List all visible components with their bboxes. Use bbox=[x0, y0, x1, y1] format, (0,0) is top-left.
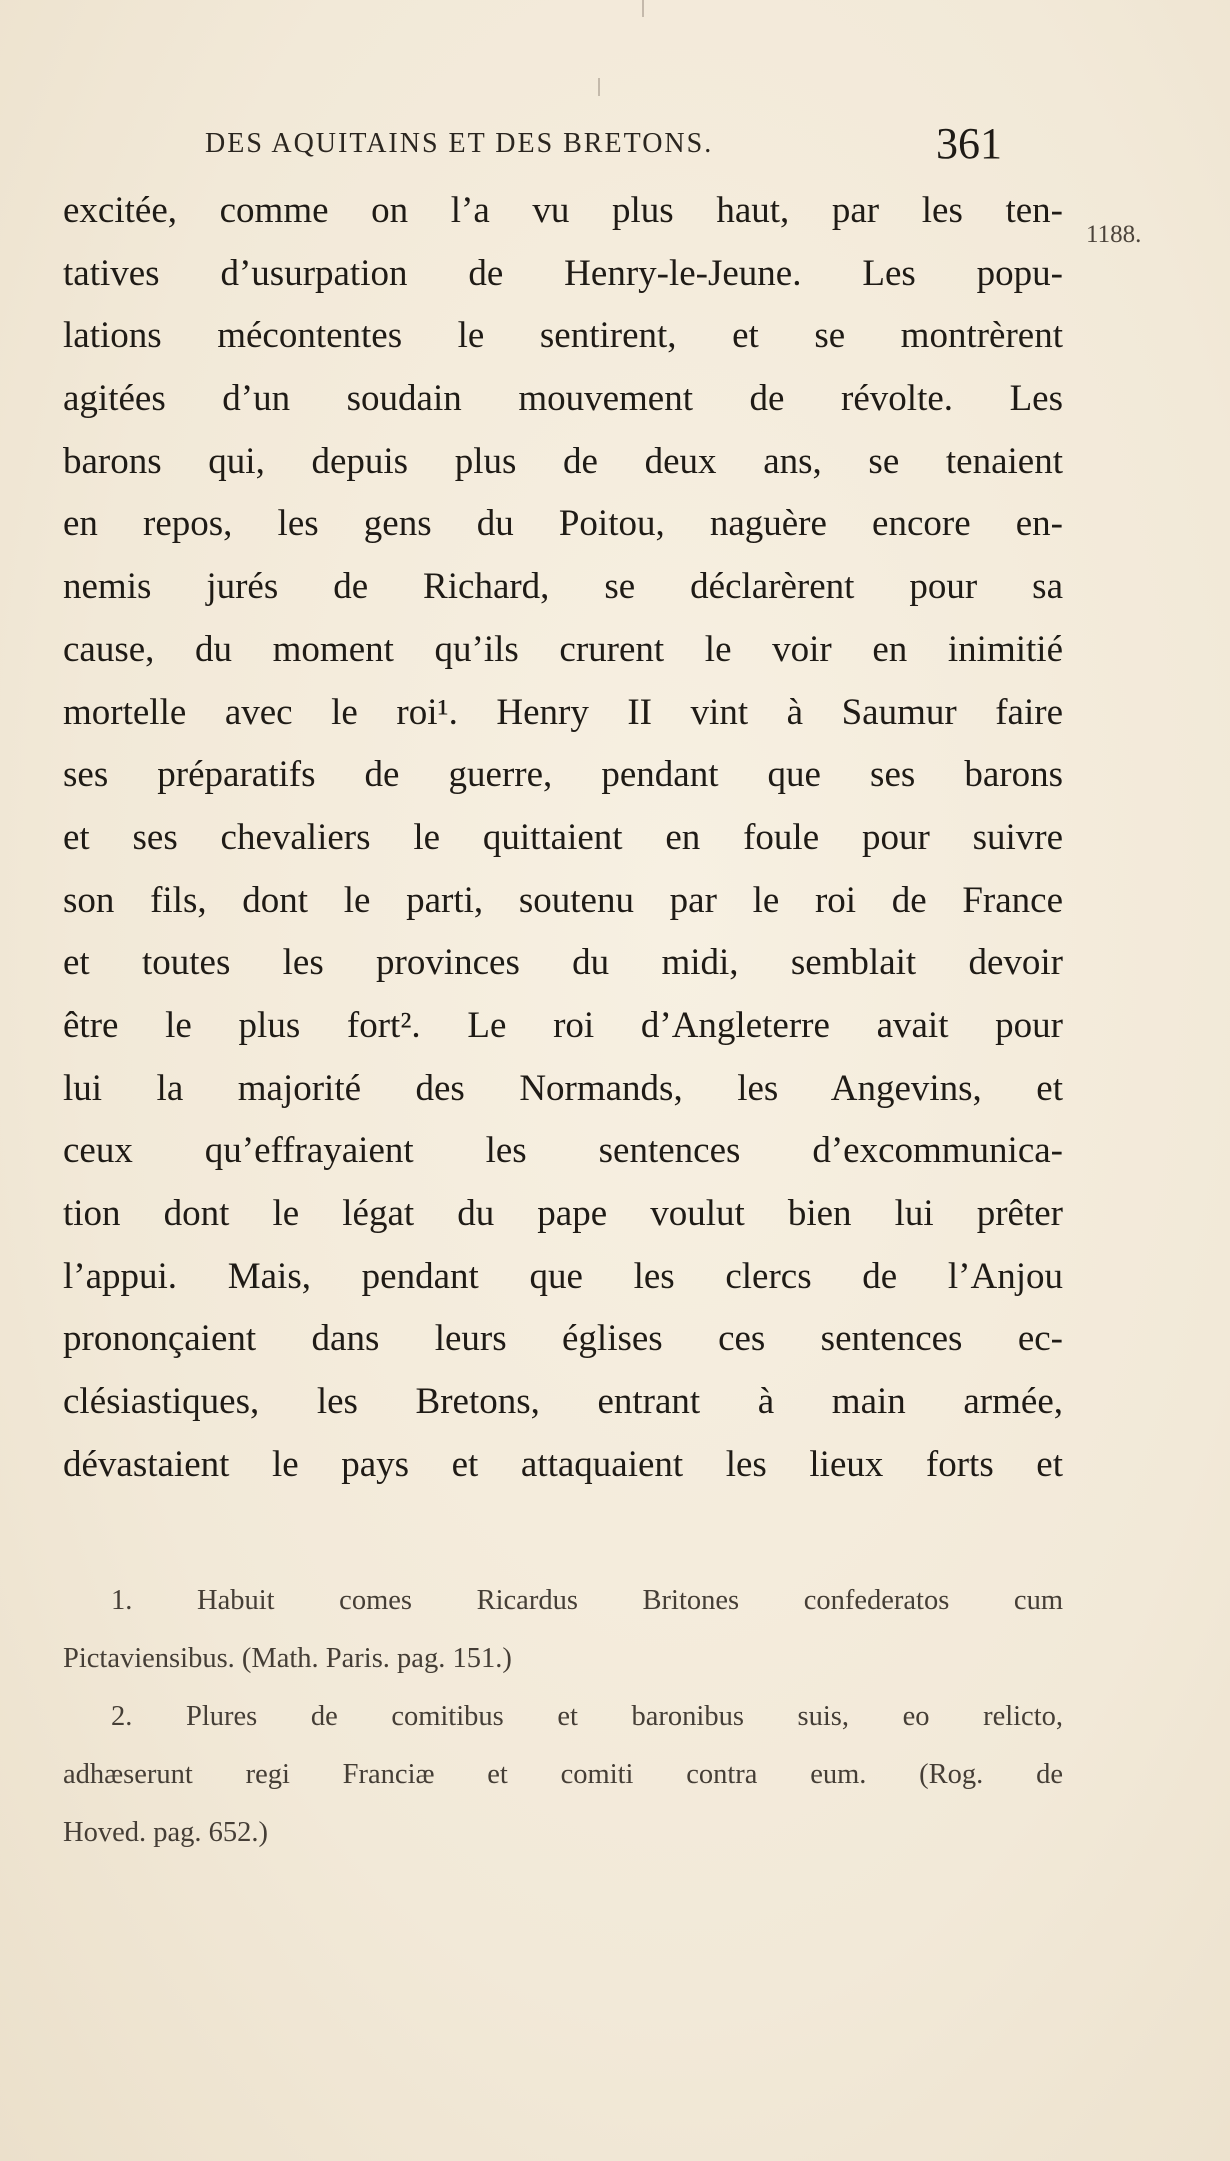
text-line: nemis jurés de Richard, se déclarèrent pour sa bbox=[63, 566, 1063, 608]
second-margin-mark bbox=[598, 78, 600, 96]
page-number: 361 bbox=[936, 119, 1002, 168]
text-line: ses préparatifs de guerre, pendant que ses barons bbox=[63, 754, 1063, 796]
main-text-block bbox=[63, 180, 1063, 1496]
text-line: clésiastiques, les Bretons, entrant à main armée, bbox=[63, 1381, 1063, 1423]
text-line: en repos, les gens du Poitou, naguère encore en- bbox=[63, 503, 1063, 545]
text-line: agitées d’un soudain mouvement de révolte. Les bbox=[63, 378, 1063, 420]
text-line: être le plus fort². Le roi d’Angleterre avait pour bbox=[63, 1004, 1063, 1046]
text-line: l’appui. Mais, pendant que les clercs de l’Anjou bbox=[63, 1255, 1063, 1297]
text-line: excitée, comme on l’a vu plus haut, par les ten- bbox=[63, 190, 1063, 231]
running-head: DES AQUITAINS ET DES BRETONS. bbox=[205, 128, 714, 159]
text-line: tion dont le légat du pape voulut bien lui prêter bbox=[63, 1193, 1063, 1234]
footnote-line: 2. Plures de comitibus et baronibus suis, eo relicto, bbox=[111, 1701, 1063, 1732]
footnote-line: adhæserunt regi Franciæ et comiti contra eum. (Rog. de bbox=[63, 1759, 1063, 1790]
text-line: dévastaient le pays et attaquaient les lieux forts et bbox=[63, 1443, 1063, 1485]
text-line: lui la majorité des Normands, les Angevins, et bbox=[63, 1067, 1063, 1109]
text-line: prononçaient dans leurs églises ces sentences ec- bbox=[63, 1318, 1063, 1360]
footnote-line: 1. Habuit comes Ricardus Britones confederatos cum bbox=[111, 1585, 1063, 1616]
footnote-line: Hoved. pag. 652.) bbox=[63, 1817, 268, 1848]
footnote-line: Pictaviensibus. (Math. Paris. pag. 151.) bbox=[63, 1643, 512, 1674]
text-line: tatives d’usurpation de Henry-le-Jeune. Les popu- bbox=[63, 252, 1063, 294]
text-line: cause, du moment qu’ils crurent le voir en inimitié bbox=[63, 628, 1063, 670]
text-line: mortelle avec le roi¹. Henry II vint à Saumur faire bbox=[63, 691, 1063, 733]
text-line: et toutes les provinces du midi, semblait devoir bbox=[63, 942, 1063, 984]
footnotes bbox=[63, 1572, 1063, 1862]
text-line: ceux qu’effrayaient les sentences d’excommunica- bbox=[63, 1130, 1063, 1172]
text-line: son fils, dont le parti, soutenu par le roi de France bbox=[63, 879, 1063, 921]
top-margin-mark bbox=[642, 0, 644, 17]
text-line: barons qui, depuis plus de deux ans, se tenaient bbox=[63, 440, 1063, 482]
text-line: et ses chevaliers le quittaient en foule pour suivre bbox=[63, 816, 1063, 858]
margin-date: 1188. bbox=[1086, 221, 1142, 248]
text-line: lations mécontentes le sentirent, et se montrèrent bbox=[63, 315, 1063, 357]
